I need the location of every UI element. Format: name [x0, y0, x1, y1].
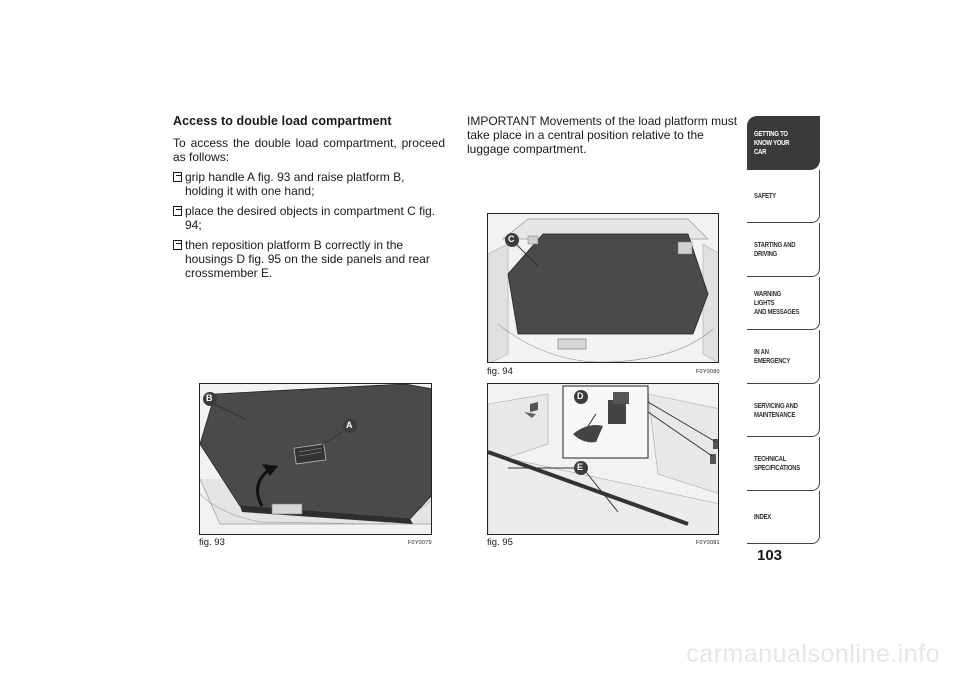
- trunk-compartment-open-illustration: [488, 214, 719, 363]
- tab-index[interactable]: INDEX: [747, 491, 820, 545]
- tab-getting-to-know-your-car[interactable]: GETTING TO KNOW YOUR CAR: [747, 116, 820, 170]
- tab-technical-specifications[interactable]: TECHNICAL SPECIFICATIONS: [747, 437, 820, 491]
- trunk-platform-raised-illustration: [200, 384, 432, 535]
- page-number: 103: [757, 547, 783, 564]
- figure-94-code: F0Y0080: [696, 369, 720, 375]
- figure-95-caption: fig. 95: [487, 537, 513, 548]
- chapter-tab-strip: [747, 116, 820, 544]
- callout-label-c: C: [508, 234, 515, 244]
- right-column: [467, 114, 740, 156]
- step-text: then reposition platform B correctly in the housings D fig. 95 on the side panels and rear crossmember E.: [185, 238, 430, 280]
- figure-94-caption: fig. 94: [487, 366, 513, 377]
- figure-93-caption: fig. 93: [199, 537, 225, 548]
- checkbox-bullet-icon: [173, 206, 182, 216]
- step-item: [173, 204, 445, 232]
- callout-label-d: D: [577, 391, 584, 401]
- step-text: grip handle A fig. 93 and raise platform B, holding it with one hand;: [185, 170, 405, 198]
- step-item: [173, 238, 445, 280]
- step-item: [173, 170, 445, 198]
- callout-label-b: B: [206, 393, 213, 403]
- important-note: IMPORTANT Movements of the load platform must take place in a central position relative to the luggage compartment.: [467, 114, 738, 156]
- tab-in-an-emergency[interactable]: IN AN EMERGENCY: [747, 330, 820, 384]
- tab-starting-and-driving[interactable]: STARTING AND DRIVING: [747, 223, 820, 277]
- figure-93-illustration: [199, 383, 432, 535]
- figure-93-code: F0Y0079: [408, 540, 432, 546]
- checkbox-bullet-icon: [173, 172, 182, 182]
- figure-95-illustration: [487, 383, 719, 535]
- checkbox-bullet-icon: [173, 240, 182, 250]
- trunk-housings-crossmember-illustration: [488, 384, 719, 535]
- tab-servicing-and-maintenance[interactable]: SERVICING AND MAINTENANCE: [747, 384, 820, 438]
- tab-warning-lights-and-messages[interactable]: WARNING LIGHTS AND MESSAGES: [747, 277, 820, 331]
- tab-safety[interactable]: SAFETY: [747, 170, 820, 224]
- watermark: carmanualsonline.info: [686, 640, 940, 668]
- figure-95-code: F0Y0081: [696, 540, 720, 546]
- figure-94-illustration: [487, 213, 719, 363]
- callout-label-a: A: [346, 420, 353, 430]
- callout-label-e: E: [577, 462, 584, 472]
- left-column: [173, 114, 445, 286]
- intro-paragraph: To access the double load compartment, proceed as follows:: [173, 136, 445, 164]
- section-heading: Access to double load compartment: [173, 114, 392, 128]
- step-text: place the desired objects in compartment C fig. 94;: [185, 204, 436, 232]
